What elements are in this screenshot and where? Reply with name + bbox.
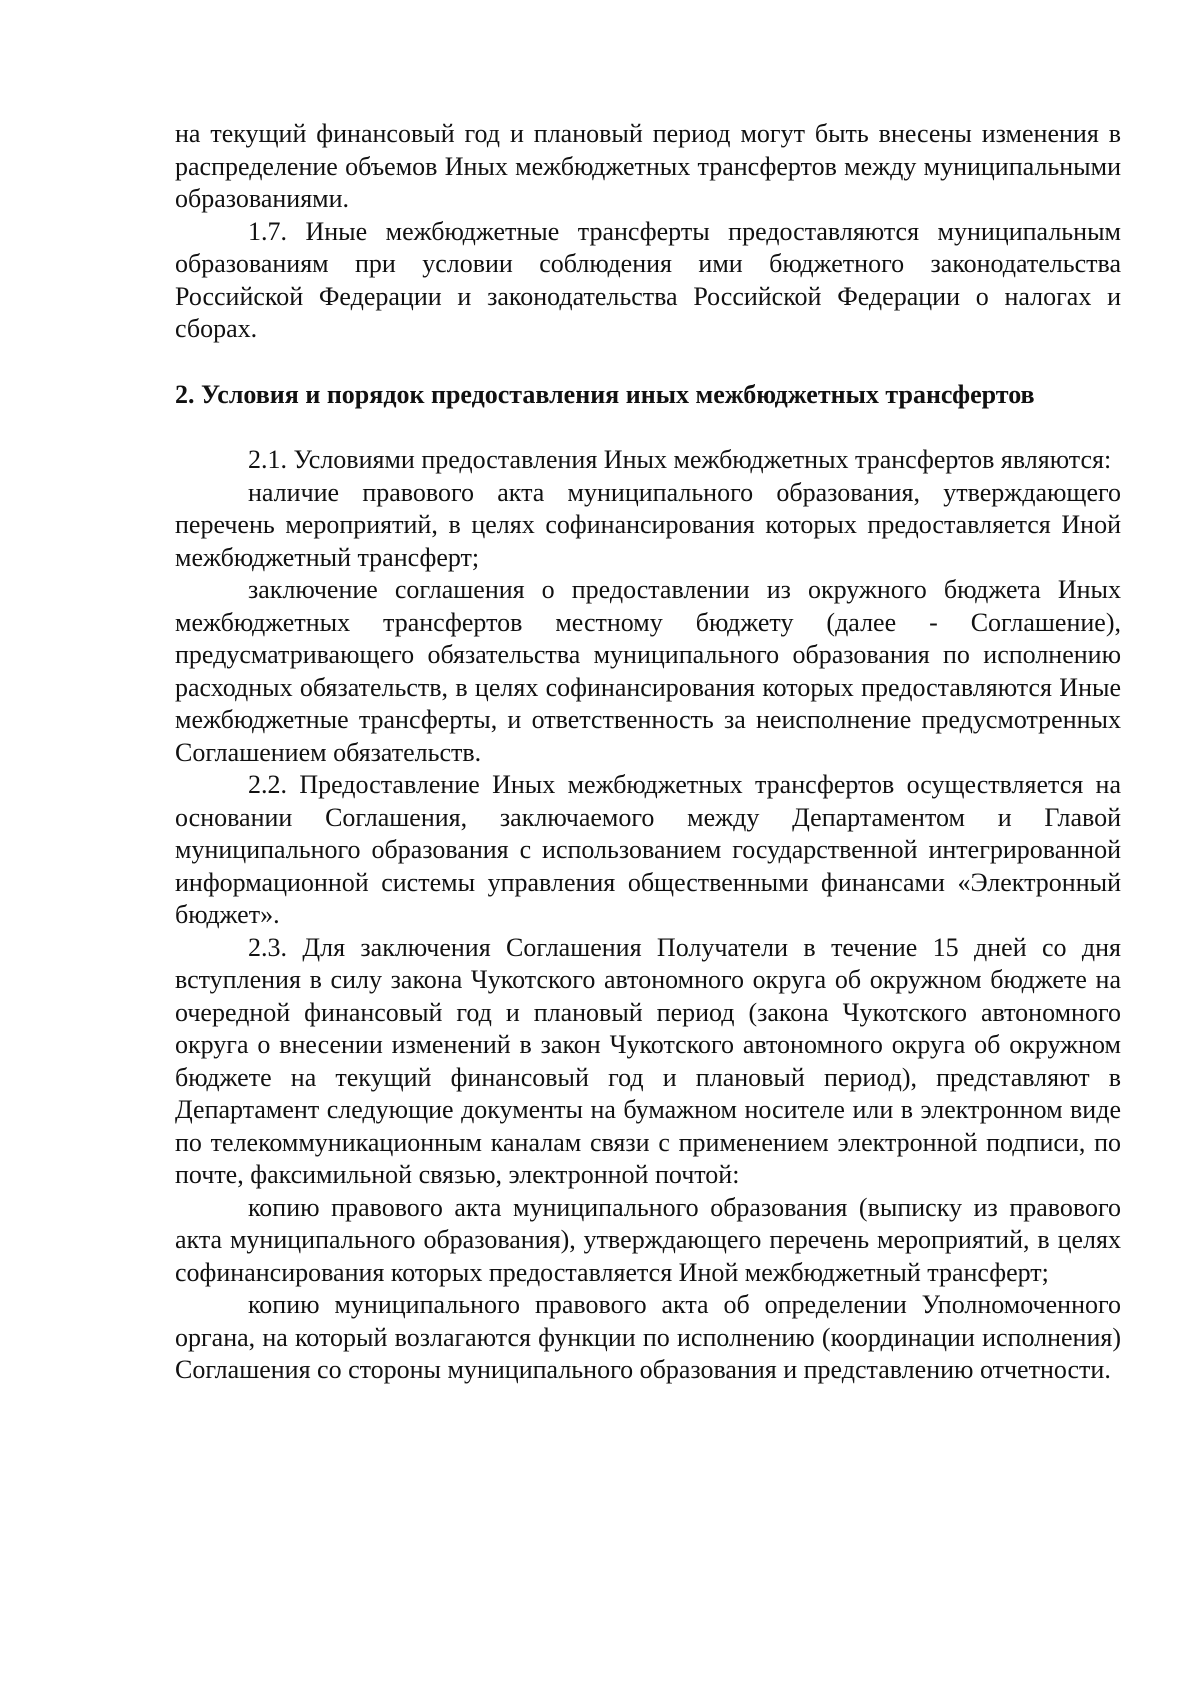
paragraph-condition-agreement: заключение соглашения о предоставлении из окружного бюджета Иных межбюджетных трансфертов местному бюджету (далее - Соглашение), предусматривающего обязательства муниципального образования по исполнению расходных обязательств, в целях софинансирования которых предоставляются Иные межбюджетные трансферты, и ответственность за неисполнение предусмотренных Соглашением обязательств.	[175, 575, 1121, 767]
paragraph-doc-copy-legal-act: копию правового акта муниципального образования (выписку из правового акта муниципального образования), утверждающего перечень мероприятий, в целях софинансирования которых предоставляется Иной межбюджетный трансферт;	[175, 1192, 1121, 1287]
document-body	[175, 118, 1121, 1387]
paragraph-1-7: 1.7. Иные межбюджетные трансферты предоставляются муниципальным образованиям при условии соблюдения ими бюджетного законодательства Российской Федерации и законодательства Российской Федерации о налогах и сборах.	[175, 216, 1121, 343]
section-heading: 2. Условия и порядок предоставления иных межбюджетных трансфертов	[175, 379, 1035, 409]
paragraph-2-2: 2.2. Предоставление Иных межбюджетных трансфертов осуществляется на основании Соглашения, заключаемого между Департаментом и Главой муниципального образования с использованием государственной интегрированной информационной системы управления общественными финансами «Электронный бюджет».	[175, 770, 1121, 929]
paragraph-continuation: на текущий финансовый год и плановый период могут быть внесены изменения в распределение объемов Иных межбюджетных трансфертов между муниципальными образованиями.	[175, 119, 1121, 213]
paragraph-2-3: 2.3. Для заключения Соглашения Получатели в течение 15 дней со дня вступления в силу закона Чукотского автономного округа об окружном бюджете на очередной финансовый год и плановый период (закона Чукотского автономного округа о внесении изменений в закон Чукотского автономного округа об окружном бюджете на текущий финансовый год и плановый период), представляют в Департамент следующие документы на бумажном носителе или в электронном виде по телекоммуникационным каналам связи с применением электронной подписи, по почте, факсимильной связью, электронной почтой:	[175, 932, 1121, 1189]
paragraph-2-1: 2.1. Условиями предоставления Иных межбюджетных трансфертов являются:	[248, 445, 1112, 474]
paragraph-doc-copy-authorized-body: копию муниципального правового акта об определении Уполномоченного органа, на который возлагаются функции по исполнению (координации исполнения) Соглашения со стороны муниципального образования и представлению отчетности.	[175, 1290, 1121, 1384]
paragraph-condition-legal-act: наличие правового акта муниципального образования, утверждающего перечень мероприятий, в целях софинансирования которых предоставляется Иной межбюджетный трансферт;	[175, 477, 1121, 572]
